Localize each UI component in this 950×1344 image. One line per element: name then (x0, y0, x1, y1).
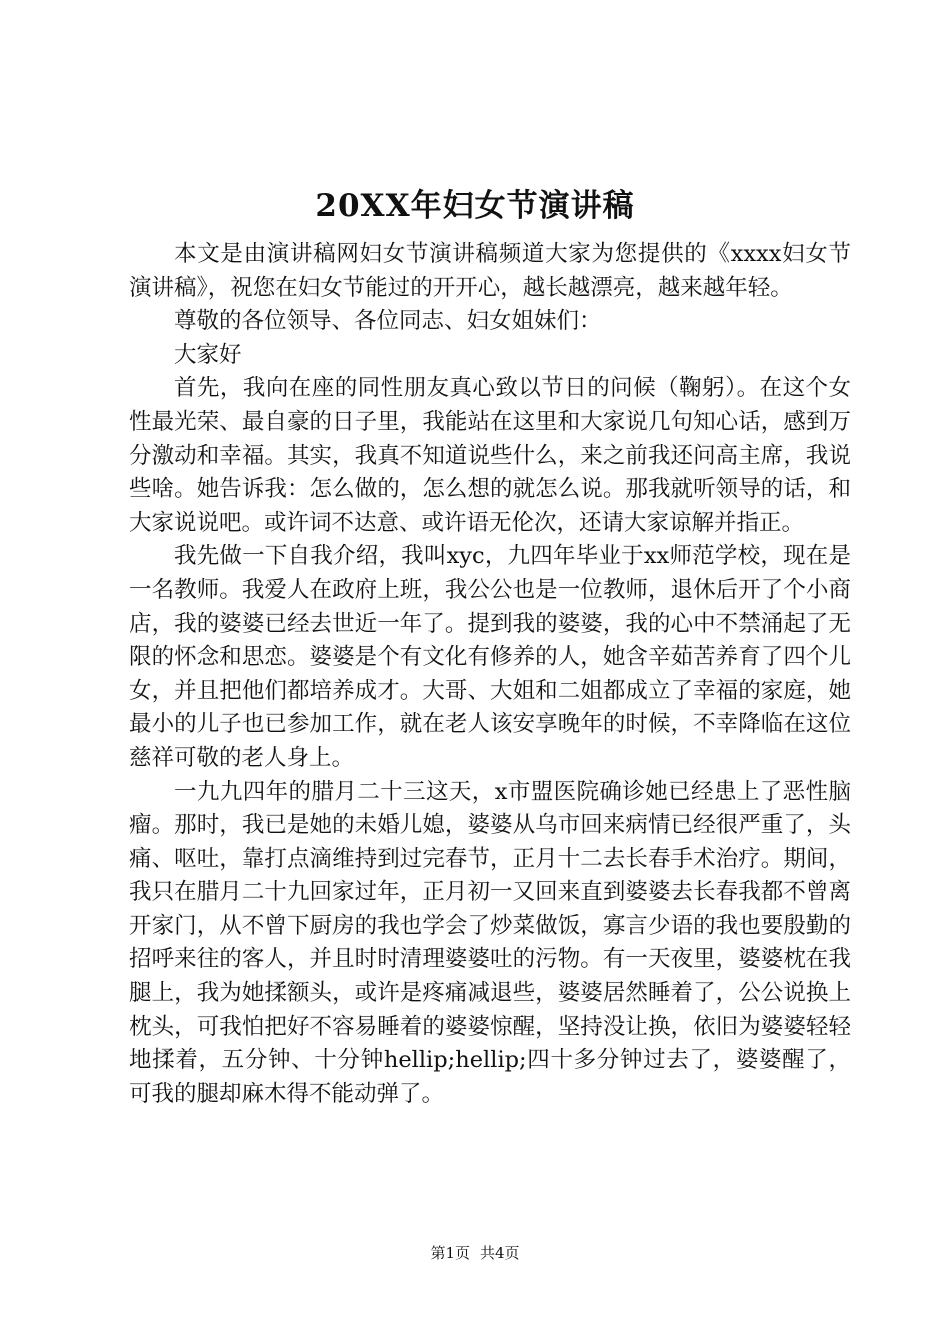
paragraph-opening: 首先，我向在座的同性朋友真心致以节日的问候（鞠躬）。在这个女性最光荣、最自豪的日子里，我能站在这里和大家说几句知心话，感到万分激动和幸福。其实，我真不知道说些什么，来之前我还问高主席，我说些啥。她告诉我：怎么做的，怎么想的就怎么说。那我就听领导的话，和大家说说吧。或许词不达意、或许语无伦次，还请大家谅解并指正。 (129, 375, 851, 536)
page-total: 共4页 (480, 1244, 520, 1262)
paragraph-intro: 本文是由演讲稿网妇女节演讲稿频道大家为您提供的《xxxx妇女节演讲稿》，祝您在妇女节能过的开开心，越长越漂亮，越来越年轻。 (129, 241, 851, 301)
paragraph-story: 一九九四年的腊月二十三这天，x市盟医院确诊她已经患上了恶性脑瘤。那时，我已是她的未婚儿媳，婆婆从乌市回来病情已经很严重了，头痛、呕吐，靠打点滴维持到过完春节，正月十二去长春手术治疗。期间，我只在腊月二十九回家过年，正月初一又回来直到婆婆去长春我都不曾离开家门，从不曾下厨房的我也学会了炒菜做饭，寡言少语的我也要殷勤的招呼来往的客人，并且时时清理婆婆吐的污物。有一天夜里，婆婆枕在我腿上，我为她揉额头，或许是疼痛减退些，婆婆居然睡着了，公公说换上枕头，可我怕把好不容易睡着的婆婆惊醒，坚持没让换，依旧为婆婆轻轻地揉着，五分钟、十分钟hellip;hellip;四十多分钟过去了，婆婆醒了，可我的腿却麻木得不能动弹了。 (129, 778, 851, 1107)
paragraph-salutation: 尊敬的各位领导、各位同志、妇女姐妹们： (174, 308, 602, 335)
paragraph-greeting: 大家好 (174, 341, 242, 368)
document-body (129, 238, 851, 1111)
paragraph-self-introduction: 我先做一下自我介绍，我叫xyc，九四年毕业于xx师范学校，现在是一名教师。我爱人在政府上班，我公公也是一位教师，退休后开了个小商店，我的婆婆已经去世近一年了。提到我的婆婆，我的心中不禁涌起了无限的怀念和思恋。婆婆是个有文化有修养的人，她含辛茹苦养育了四个儿女，并且把他们都培养成才。大哥、大姐和二姐都成立了幸福的家庭，她最小的儿子也已参加工作，就在老人该安享晚年的时候，不幸降临在这位慈祥可敬的老人身上。 (129, 543, 851, 771)
document-title: 20XX年妇女节演讲稿 (315, 188, 635, 224)
page-number: 第1页 (430, 1244, 470, 1262)
page-footer (0, 1243, 950, 1263)
